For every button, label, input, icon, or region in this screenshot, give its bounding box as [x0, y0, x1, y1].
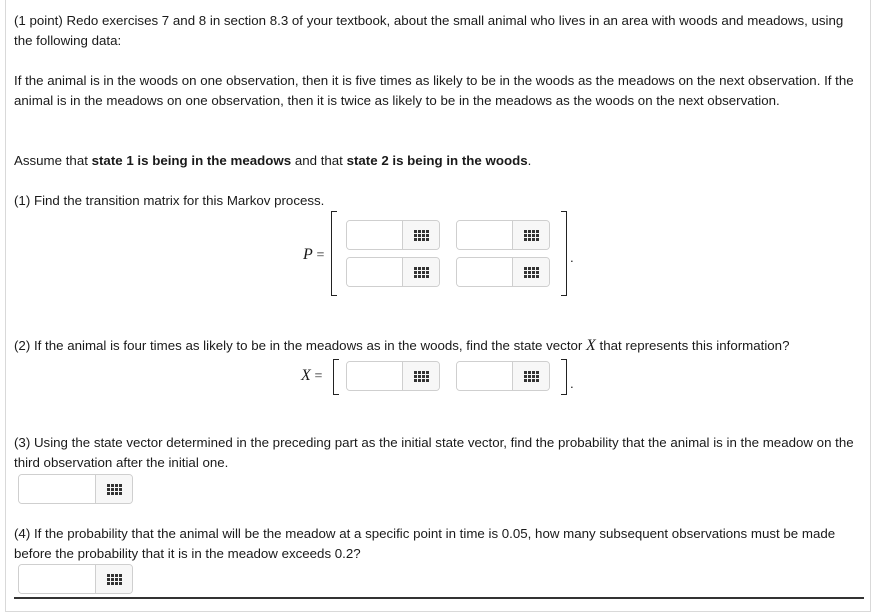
matrix-entry-2-2[interactable]	[456, 257, 550, 287]
part4-answer-input[interactable]	[19, 565, 95, 593]
part4-answer[interactable]	[18, 564, 133, 594]
grid-keypad-icon[interactable]	[95, 565, 132, 593]
problem-intro: (1 point) Redo exercises 7 and 8 in section 8.3 of your textbook, about the small animal who lives in an area with woods and meadows, using the following data:	[14, 13, 844, 48]
divider	[14, 597, 864, 599]
matrix-entry-2-1-input[interactable]	[347, 258, 402, 286]
matrix-entry-2-1[interactable]	[346, 257, 440, 287]
vector-period: .	[570, 376, 574, 391]
vector-entry-1[interactable]	[346, 361, 440, 391]
matrix-entry-1-2-input[interactable]	[457, 221, 512, 249]
vector-entry-2-input[interactable]	[457, 362, 512, 390]
vector-right-bracket	[561, 359, 567, 395]
problem-data: If the animal is in the woods on one observation, then it is five times as likely to be in the woods as the meadows on the next observation. If the animal is in the meadows on one observation, then it is twice as likely to be in the meadows as the woods on the next observation.	[14, 73, 854, 108]
part3-answer[interactable]	[18, 474, 133, 504]
matrix-right-bracket	[561, 211, 567, 296]
part2-question: (2) If the animal is four times as likely to be in the meadows as in the woods, find the state vector X that represents this information?	[14, 337, 790, 354]
matrix-entry-1-2[interactable]	[456, 220, 550, 250]
matrix-entry-1-1-input[interactable]	[347, 221, 402, 249]
part3-question: (3) Using the state vector determined in the preceding part as the initial state vector, find the probability that the animal is in the meadow on the third observation after the initial one.	[14, 435, 854, 470]
vector-label: X =	[301, 367, 323, 384]
matrix-entry-2-2-input[interactable]	[457, 258, 512, 286]
grid-keypad-icon[interactable]	[402, 362, 439, 390]
part4-question: (4) If the probability that the animal will be the meadow at a specific point in time is 0.05, how many subsequent observations must be made before the probability that it is in the meadow exceeds 0.2?	[14, 526, 836, 561]
part1-question: (1) Find the transition matrix for this Markov process.	[14, 193, 325, 208]
part3-answer-input[interactable]	[19, 475, 95, 503]
vector-entry-1-input[interactable]	[347, 362, 402, 390]
assumption-text: Assume that state 1 is being in the meadows and that state 2 is being in the woods.	[14, 153, 532, 168]
grid-keypad-icon[interactable]	[402, 221, 439, 249]
grid-keypad-icon[interactable]	[512, 221, 549, 249]
grid-keypad-icon[interactable]	[512, 362, 549, 390]
vector-entry-2[interactable]	[456, 361, 550, 391]
matrix-left-bracket	[331, 211, 337, 296]
matrix-entry-1-1[interactable]	[346, 220, 440, 250]
vector-left-bracket	[333, 359, 339, 395]
grid-keypad-icon[interactable]	[512, 258, 549, 286]
matrix-label: P =	[303, 246, 325, 263]
matrix-period: .	[570, 250, 574, 265]
grid-keypad-icon[interactable]	[402, 258, 439, 286]
grid-keypad-icon[interactable]	[95, 475, 132, 503]
